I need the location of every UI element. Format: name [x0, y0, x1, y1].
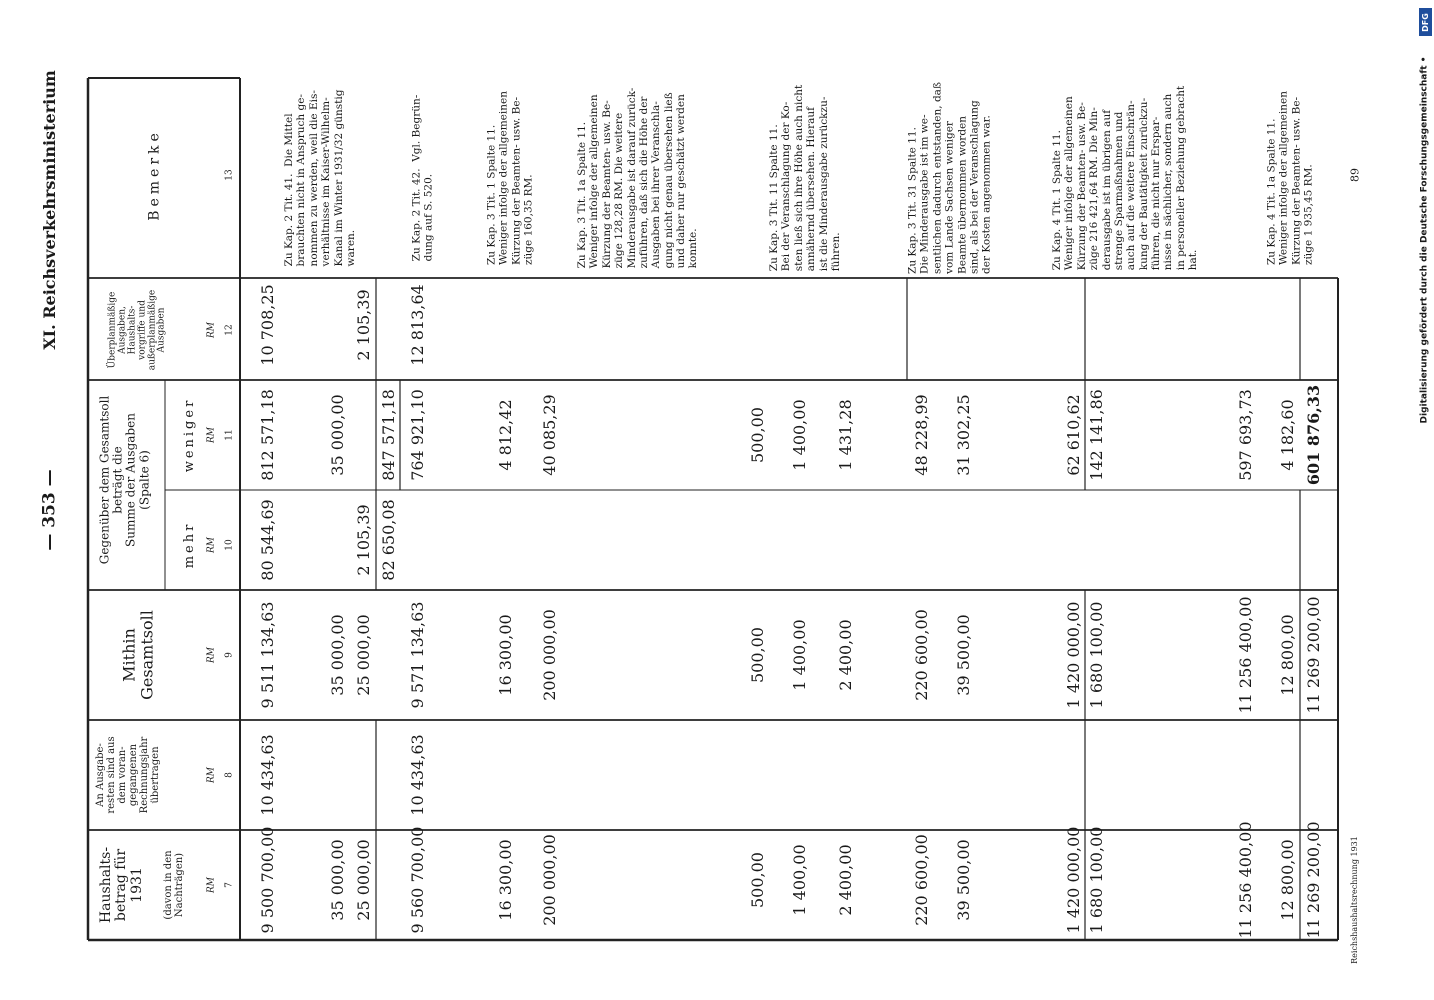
table-cell: 812 571,18: [258, 389, 277, 481]
table-cell: 2 400,00: [836, 619, 855, 691]
remark: Zu Kap. 3 Tit. 11 Spalte 11. Bei der Veranschlagung der Ko- sten ließ sich ihre Höhe auch nicht annähernd übersehen. Hierauf ist die Minderausgabe zurückzu- führen.: [767, 84, 842, 272]
unit-col9: RM: [206, 647, 217, 663]
table-cell: 220 600,00: [912, 834, 931, 926]
table-cell: 35 000,00: [328, 614, 347, 696]
colnum-10: 10: [224, 539, 235, 551]
table-cell: 200 000,00: [540, 609, 559, 701]
table-cell: 82 650,08: [379, 499, 398, 581]
table-cell: 1 680 100,00: [1087, 601, 1106, 709]
colnum-12: 12: [224, 324, 235, 336]
table-cell: 2 105,39: [354, 289, 373, 361]
table-cell: 1 400,00: [790, 619, 809, 691]
table-cell: 500,00: [748, 852, 767, 908]
colnum-13: 13: [224, 169, 235, 181]
remark: Zu Kap. 2 Tit. 42. Vgl. Begrün- dung auf S. 520.: [410, 94, 435, 262]
colnum-7: 7: [224, 882, 235, 888]
table-cell: 764 921,10: [408, 389, 427, 481]
table-cell: 12 800,00: [1278, 839, 1297, 921]
table-cell: 1 400,00: [790, 399, 809, 471]
header-col7: Haushalts- betrag für 1931: [97, 846, 145, 924]
table-cell: 11 269 200,00: [1304, 596, 1323, 714]
table-cell: 220 600,00: [912, 609, 931, 701]
table-cell: 40 085,29: [540, 394, 559, 476]
table-cell: 16 300,00: [496, 614, 515, 696]
page-number: 89: [1348, 168, 1362, 182]
remark: Zu Kap. 3 Tit. 1 Spalte 11. Weniger infolge der allgemeinen Kürzung der Beamten- usw. Be- züge 160,35 RM.: [485, 91, 535, 265]
table-cell: 25 000,00: [354, 614, 373, 696]
unit-col8: RM: [206, 767, 217, 783]
dfg-logo: DFG: [1419, 8, 1432, 36]
colnum-9: 9: [224, 652, 235, 658]
table-cell: 35 000,00: [328, 394, 347, 476]
table-cell: 12 813,64: [408, 284, 427, 366]
colnum-8: 8: [224, 772, 235, 778]
table-cell: 11 256 400,00: [1236, 821, 1255, 939]
remark: Zu Kap. 3 Tit. 1a Spalte 11. Weniger infolge der allgemeinen Kürzung der Beamten- usw. Be- züge 128,28 RM. Die weitere Minderausgabe ist darauf zurück- zuführen, daß sich die Höhe der Ausgaben bei ihrer Veranschla- gung nicht genau übersehen ließ und daher nur geschätzt werden konnte.: [576, 87, 700, 269]
table-cell: 10 434,63: [258, 734, 277, 816]
table-cell: 10 708,25: [258, 284, 277, 366]
table-cell: 11 269 200,00: [1304, 821, 1323, 939]
header-col7-sub: (davon in den Nachträgen): [163, 850, 185, 920]
table-cell: 31 302,25: [954, 394, 973, 476]
table-cell: 142 141,86: [1087, 389, 1106, 481]
table-cell: 500,00: [748, 627, 767, 683]
table-cell: 9 571 134,63: [408, 601, 427, 709]
header-col13: Bemerke: [146, 129, 163, 221]
table-cell: 39 500,00: [954, 839, 973, 921]
table-cell: 25 000,00: [354, 839, 373, 921]
running-head-left: — 353 —: [39, 469, 60, 551]
remark: Zu Kap. 3 Tit. 31 Spalte 11. Die Minderausgabe ist im we- sentlichen dadurch entstanden, daß vom Lande Sachsen weniger Beamte übernommen worden sind, als bei der Veranschlagung der Kosten angenommen war.: [906, 82, 993, 274]
table-cell: 12 800,00: [1278, 614, 1297, 696]
table-cell: 9 511 134,63: [258, 601, 277, 709]
table-cell: 597 693,73: [1236, 389, 1255, 481]
table-cell: 1 431,28: [836, 399, 855, 471]
footer-left: Reichshaushaltsrechnung 1931: [1350, 836, 1359, 964]
header-weniger: weniger: [181, 397, 197, 473]
side-note: Digitalisierung gefördert durch die Deutsche Forschungsgemeinschaft •: [1419, 56, 1430, 424]
unit-col12: RM: [206, 322, 217, 338]
table-cell: 11 256 400,00: [1236, 596, 1255, 714]
unit-col7: RM: [206, 877, 217, 893]
table-cell: 2 105,39: [354, 504, 373, 576]
remark: Zu Kap. 2 Tit. 41. Die Mittel brauchten nicht in Anspruch ge- nommen zu werden, weil die Eis- verhältnisse im Kaiser-Wilhelm- Kanal im Winter 1931/32 günstig waren.: [282, 89, 357, 267]
header-col9: Mithin Gesamtsoll: [119, 610, 156, 700]
table-cell: 9 560 700,00: [408, 826, 427, 934]
table-cell: 1 420 000,00: [1064, 601, 1083, 709]
table-cell: 9 500 700,00: [258, 826, 277, 934]
header-col12: Überplanmäßige Ausgaben, Haushalts- vorgriffe und außerplanmäßige Ausgaben: [107, 289, 167, 371]
colnum-11: 11: [224, 429, 235, 441]
table-cell: 10 434,63: [408, 734, 427, 816]
header-mehr: mehr: [181, 521, 197, 569]
remark: Zu Kap. 4 Tit. 1a Spalte 11. Weniger infolge der allgemeinen Kürzung der Beamten- usw. Be- züge 1 935,45 RM.: [1265, 91, 1315, 265]
running-head-right: XI. Reichsverkehrsministerium: [40, 70, 59, 350]
table-cell: 4 812,42: [496, 399, 515, 471]
table-cell: 1 420 000,00: [1064, 826, 1083, 934]
unit-col11: RM: [206, 427, 217, 443]
table-cell: 35 000,00: [328, 839, 347, 921]
table-cell: 39 500,00: [954, 614, 973, 696]
table-cell: 1 400,00: [790, 844, 809, 916]
table-cell: 4 182,60: [1278, 399, 1297, 471]
header-col8: An Ausgabe- resten sind aus dem voran- gegangenen Rechnungsjahr übertragen: [95, 736, 161, 814]
table-cell: 847 571,18: [379, 389, 398, 481]
remark: Zu Kap. 4 Tit. 1 Spalte 11. Weniger infolge der allgemeinen Kürzung der Beamten- usw. Be- züge 216 421,64 RM. Die Min- derausgabe ist im übrigen auf strenge Sparmaßnahmen und auch auf die weitere Einschrän- kung der Bautätigkeit zurückzu- führen, die nicht nur Erspar- nisse in sächlicher, sondern auch in personeller Beziehung gebracht hat.: [1050, 85, 1199, 271]
table-cell: 80 544,69: [258, 499, 277, 581]
table-cell: 16 300,00: [496, 839, 515, 921]
unit-col10: RM: [206, 537, 217, 553]
table-cell: 48 228,99: [912, 394, 931, 476]
header-group: Gegenüber dem Gesamtsoll beträgt die Summe der Ausgaben (Spalte 6): [97, 395, 152, 565]
table-cell: 62 610,62: [1064, 394, 1083, 476]
table-cell: 200 000,00: [540, 834, 559, 926]
table-cell: 500,00: [748, 407, 767, 463]
table-cell: 2 400,00: [836, 844, 855, 916]
table-cell: 1 680 100,00: [1087, 826, 1106, 934]
table-cell: 601 876,33: [1304, 384, 1323, 486]
